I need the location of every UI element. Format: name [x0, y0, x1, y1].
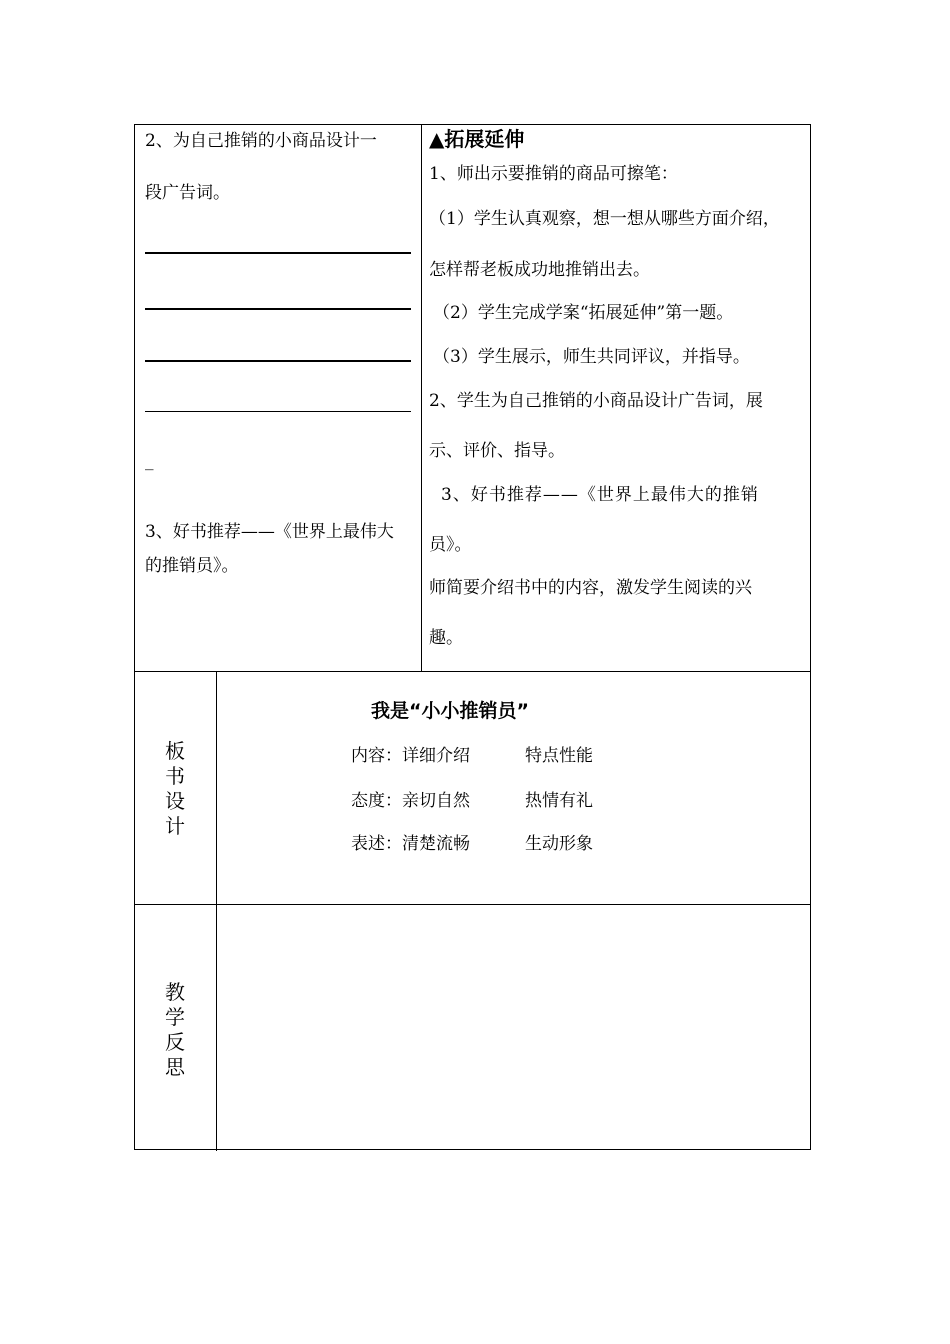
left-item2-line1: 2、为自己推销的小商品设计一	[145, 131, 377, 151]
right-line-2: （1）学生认真观察，想一想从哪些方面介绍，	[429, 209, 780, 229]
board-row-2-value: 热情有礼	[525, 791, 593, 811]
left-item3-line2: 的推销员》。	[145, 556, 239, 576]
answer-blank-line-2	[145, 308, 411, 310]
board-label-char-4: 计	[165, 814, 185, 838]
left-item2-line2: 段广告词。	[145, 183, 230, 203]
right-line-4: （2）学生完成学案“拓展延伸”第一题。	[433, 303, 734, 323]
reflection-label-char-4: 思	[165, 1055, 185, 1079]
board-row-1-key: 内容：详细介绍	[351, 746, 470, 766]
answer-blank-line-3	[145, 360, 411, 362]
answer-blank-line-1	[145, 252, 411, 254]
right-line-8: 3、好书推荐——《世界上最伟大的推销	[441, 485, 759, 505]
board-label-char-3: 设	[165, 789, 185, 813]
board-label-char-1: 板	[165, 739, 185, 763]
reflection-label-char-2: 学	[165, 1005, 185, 1029]
right-line-3: 怎样帮老板成功地推销出去。	[429, 260, 650, 280]
right-line-11: 趣。	[429, 628, 463, 648]
left-item3-line1: 3、好书推荐——《世界上最伟大	[145, 522, 394, 542]
board-row-2-key: 态度：亲切自然	[351, 791, 470, 811]
lesson-plan-table	[134, 124, 811, 1150]
answer-blank-line-4	[145, 411, 411, 412]
board-design-label	[135, 739, 215, 839]
reflection-content-area	[219, 907, 808, 1147]
label-column-divider	[216, 671, 217, 1151]
row-divider-2	[135, 904, 810, 905]
board-row-3-key: 表述：清楚流畅	[351, 834, 470, 854]
right-line-7: 示、评价、指导。	[429, 441, 565, 461]
board-row-1-value: 特点性能	[525, 746, 593, 766]
board-title: 我是“小小推销员”	[371, 700, 529, 722]
right-line-5: （3）学生展示，师生共同评议，并指导。	[433, 347, 750, 367]
extension-heading: ▲拓展延伸	[429, 127, 525, 151]
right-line-9: 员》。	[429, 535, 472, 555]
board-label-char-2: 书	[165, 764, 185, 788]
top-column-divider	[421, 125, 422, 672]
answer-blank-tail: _	[145, 451, 154, 471]
row-divider-1	[135, 671, 810, 672]
reflection-label-char-1: 教	[165, 980, 185, 1004]
reflection-label	[135, 980, 215, 1080]
right-line-1: 1、师出示要推销的商品可擦笔：	[429, 164, 678, 184]
board-row-3-value: 生动形象	[525, 834, 593, 854]
reflection-label-char-3: 反	[165, 1030, 185, 1054]
right-line-6: 2、学生为自己推销的小商品设计广告词，展	[429, 391, 763, 411]
right-line-10: 师简要介绍书中的内容，激发学生阅读的兴	[429, 578, 752, 598]
